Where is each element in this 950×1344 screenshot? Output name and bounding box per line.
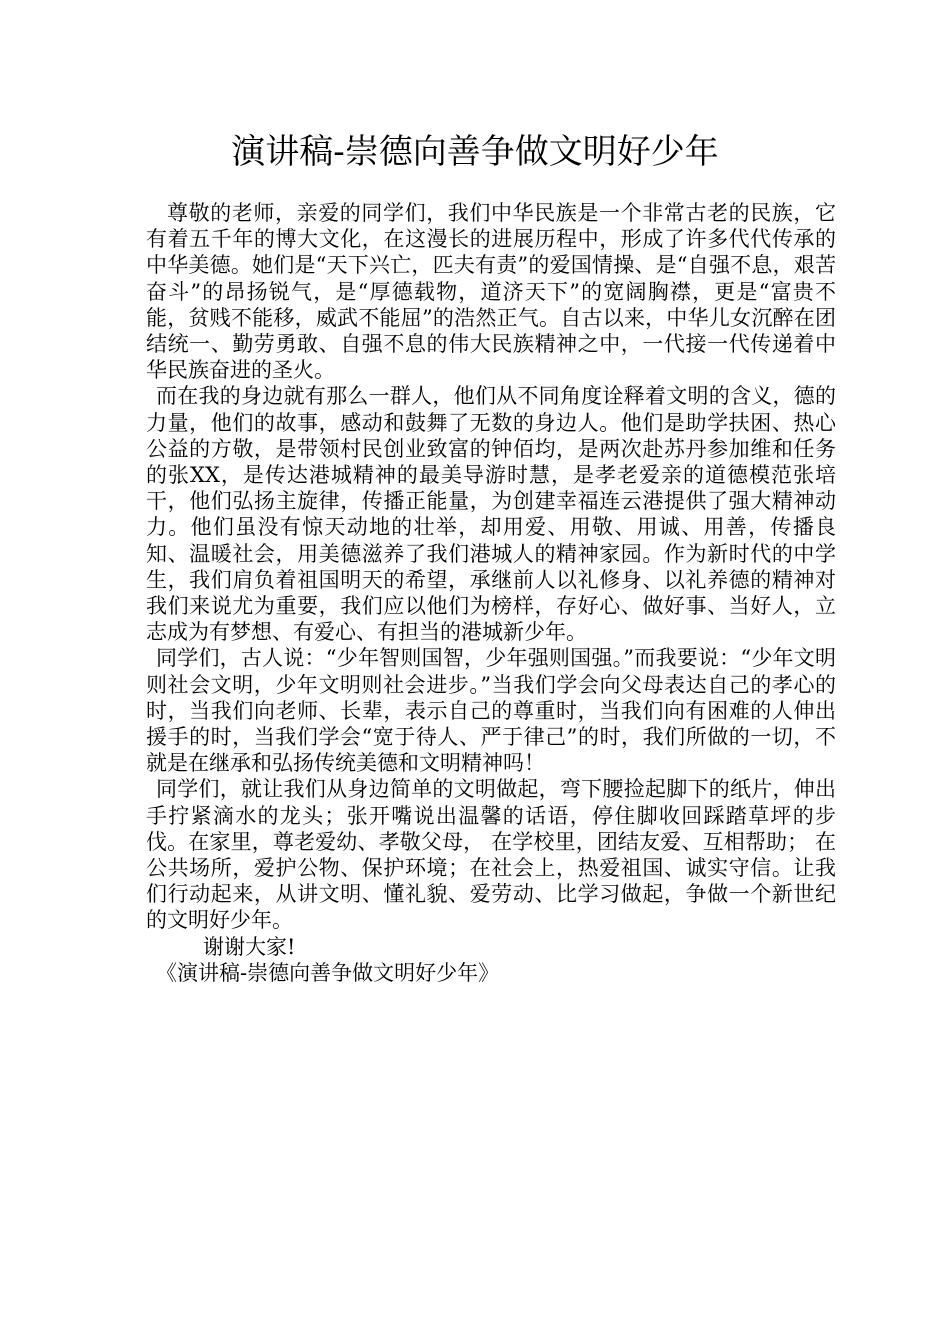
closing-title: 《演讲稿-崇德向善争做文明好少年》 — [156, 960, 500, 985]
paragraph-greeting: 尊敬的老师，亲爱的同学们，我们中华民族是一个非常古老的民族，它有着五千年的博大文化，在这漫长的进展历程中，形成了许多代代传承的中华美德。她们是“天下兴亡，匹夫有责”的爱国情操、是“自强不息，艰苦奋斗”的昂扬锐气，是“厚德载物，道济天下”的宽阔胸襟，更是“富贵不能，贫贱不能移，威武不能屈”的浩然正气。自古以来，中华儿女沉醉在团结统一、勤劳勇敢、自强不息的伟大民族精神之中，一代接一代传递着中华民族奋进的圣火。 — [146, 201, 836, 383]
paragraph-call-to-action: 同学们，就让我们从身边简单的文明做起，弯下腰捡起脚下的纸片，伸出手拧紧滴水的龙头；张开嘴说出温馨的话语，停住脚收回踩踏草坪的步伐。在家里，尊老爱幼、孝敬父母， 在学校里，团结友爱、互相帮助； 在公共场所，爱护公物、保护环境；在社会上，热爱祖国、诚实守信。让我们行动起来，从讲文明、懂礼貌、爱劳动、比学习做起，争做一个新世纪的文明好少年。 — [146, 777, 836, 933]
thanks-line: 谢谢大家! — [203, 934, 296, 959]
document-title: 演讲稿-崇德向善争做文明好少年 — [231, 132, 719, 172]
paragraph-role-models: 而在我的身边就有那么一群人，他们从不同角度诠释着文明的含义，德的力量，他们的故事，感动和鼓舞了无数的身边人。他们是助学扶困、热心公益的方敬，是带领村民创业致富的钟佰均，是两次赴苏丹参加维和任务的张XX，是传达港城精神的最美导游时慧，是孝老爱亲的道德模范张培干，他们弘扬主旋律，传播正能量，为创建幸福连云港提供了强大精神动力。他们虽没有惊天动地的壮举，却用爱、用敬、用诚、用善，传播良知、温暖社会，用美德滋养了我们港城人的精神家园。作为新时代的中学生，我们肩负着祖国明天的希望，承继前人以礼修身、以礼养德的精神对我们来说尤为重要，我们应以他们为榜样，存好心、做好事、当好人，立志成为有梦想、有爱心、有担当的港城新少年。 — [146, 384, 836, 645]
document-body — [146, 200, 836, 986]
paragraph-ancient-saying: 同学们，古人说：“少年智则国智，少年强则国强。”而我要说：“少年文明则社会文明，少年文明则社会进步。”当我们学会向父母表达自己的孝心的时，当我们向老师、长辈，表示自己的尊重时，当我们向有困难的人伸出援手的时，当我们学会“宽于待人、严于律己”的时，我们所做的一切，不就是在继承和弘扬传统美德和文明精神吗！ — [146, 646, 836, 776]
